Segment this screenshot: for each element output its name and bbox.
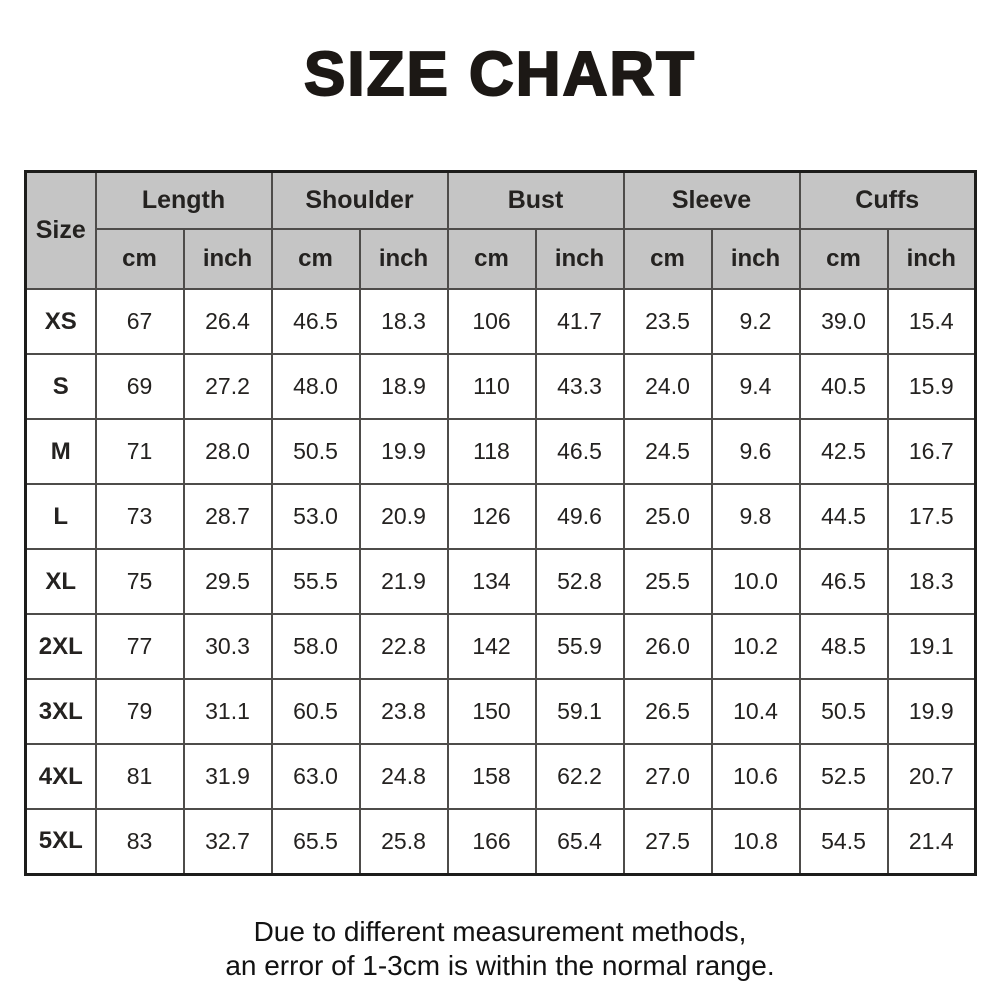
unit-header-inch: inch xyxy=(360,229,448,289)
measurement-cell: 27.0 xyxy=(624,744,712,809)
measurement-cell: 79 xyxy=(96,679,184,744)
group-header-shoulder: Shoulder xyxy=(272,172,448,230)
measurement-cell: 39.0 xyxy=(800,289,888,354)
unit-header-cm: cm xyxy=(624,229,712,289)
measurement-cell: 28.7 xyxy=(184,484,272,549)
measurement-cell: 25.5 xyxy=(624,549,712,614)
measurement-cell: 42.5 xyxy=(800,419,888,484)
measurement-cell: 27.2 xyxy=(184,354,272,419)
measurement-cell: 46.5 xyxy=(272,289,360,354)
unit-header-cm: cm xyxy=(272,229,360,289)
measurement-cell: 63.0 xyxy=(272,744,360,809)
size-label: L xyxy=(26,484,96,549)
measurement-cell: 69 xyxy=(96,354,184,419)
measurement-cell: 142 xyxy=(448,614,536,679)
measurement-cell: 20.9 xyxy=(360,484,448,549)
measurement-cell: 106 xyxy=(448,289,536,354)
measurement-cell: 62.2 xyxy=(536,744,624,809)
size-label: M xyxy=(26,419,96,484)
table-row xyxy=(26,744,976,809)
measurement-cell: 29.5 xyxy=(184,549,272,614)
measurement-cell: 55.9 xyxy=(536,614,624,679)
measurement-cell: 26.5 xyxy=(624,679,712,744)
size-chart-table xyxy=(24,170,977,876)
measurement-cell: 50.5 xyxy=(800,679,888,744)
measurement-cell: 81 xyxy=(96,744,184,809)
measurement-cell: 65.5 xyxy=(272,809,360,874)
measurement-cell: 55.5 xyxy=(272,549,360,614)
measurement-cell: 50.5 xyxy=(272,419,360,484)
measurement-cell: 24.5 xyxy=(624,419,712,484)
unit-header-cm: cm xyxy=(96,229,184,289)
measurement-cell: 52.8 xyxy=(536,549,624,614)
measurement-cell: 9.6 xyxy=(712,419,800,484)
measurement-cell: 150 xyxy=(448,679,536,744)
footer-line-1: Due to different measurement methods, xyxy=(253,916,747,947)
measurement-cell: 59.1 xyxy=(536,679,624,744)
table-row xyxy=(26,614,976,679)
size-label: 5XL xyxy=(26,809,96,874)
page-title: SIZE CHART xyxy=(304,40,696,109)
size-column-header: Size xyxy=(26,172,96,290)
measurement-cell: 28.0 xyxy=(184,419,272,484)
measurement-cell: 43.3 xyxy=(536,354,624,419)
table-row xyxy=(26,419,976,484)
measurement-cell: 19.9 xyxy=(360,419,448,484)
measurement-cell: 58.0 xyxy=(272,614,360,679)
measurement-cell: 9.2 xyxy=(712,289,800,354)
measurement-cell: 48.5 xyxy=(800,614,888,679)
measurement-cell: 21.9 xyxy=(360,549,448,614)
measurement-cell: 49.6 xyxy=(536,484,624,549)
measurement-cell: 19.9 xyxy=(888,679,976,744)
measurement-cell: 48.0 xyxy=(272,354,360,419)
measurement-cell: 134 xyxy=(448,549,536,614)
measurement-cell: 75 xyxy=(96,549,184,614)
size-label: 4XL xyxy=(26,744,96,809)
measurement-cell: 26.0 xyxy=(624,614,712,679)
measurement-cell: 10.4 xyxy=(712,679,800,744)
group-header-sleeve: Sleeve xyxy=(624,172,800,230)
measurement-cell: 31.1 xyxy=(184,679,272,744)
measurement-cell: 22.8 xyxy=(360,614,448,679)
size-label: S xyxy=(26,354,96,419)
measurement-cell: 20.7 xyxy=(888,744,976,809)
measurement-cell: 166 xyxy=(448,809,536,874)
size-label: 2XL xyxy=(26,614,96,679)
size-label: XS xyxy=(26,289,96,354)
measurement-cell: 54.5 xyxy=(800,809,888,874)
measurement-cell: 18.3 xyxy=(360,289,448,354)
measurement-cell: 65.4 xyxy=(536,809,624,874)
table-row xyxy=(26,809,976,874)
footer-line-2: an error of 1-3cm is within the normal range. xyxy=(225,950,775,981)
measurement-cell: 26.4 xyxy=(184,289,272,354)
measurement-cell: 71 xyxy=(96,419,184,484)
measurement-cell: 17.5 xyxy=(888,484,976,549)
measurement-cell: 52.5 xyxy=(800,744,888,809)
measurement-cell: 77 xyxy=(96,614,184,679)
group-header-bust: Bust xyxy=(448,172,624,230)
measurement-cell: 18.9 xyxy=(360,354,448,419)
measurement-cell: 21.4 xyxy=(888,809,976,874)
unit-header-inch: inch xyxy=(888,229,976,289)
measurement-cell: 16.7 xyxy=(888,419,976,484)
measurement-cell: 44.5 xyxy=(800,484,888,549)
measurement-cell: 40.5 xyxy=(800,354,888,419)
table-row xyxy=(26,354,976,419)
measurement-cell: 24.8 xyxy=(360,744,448,809)
measurement-cell: 126 xyxy=(448,484,536,549)
measurement-cell: 53.0 xyxy=(272,484,360,549)
measurement-cell: 24.0 xyxy=(624,354,712,419)
unit-header-inch: inch xyxy=(712,229,800,289)
measurement-cell: 60.5 xyxy=(272,679,360,744)
measurement-cell: 10.2 xyxy=(712,614,800,679)
footer-note xyxy=(0,915,1000,983)
table-row xyxy=(26,679,976,744)
measurement-cell: 10.8 xyxy=(712,809,800,874)
measurement-cell: 9.4 xyxy=(712,354,800,419)
measurement-cell: 67 xyxy=(96,289,184,354)
measurement-cell: 73 xyxy=(96,484,184,549)
size-label: 3XL xyxy=(26,679,96,744)
unit-header-inch: inch xyxy=(536,229,624,289)
measurement-cell: 15.9 xyxy=(888,354,976,419)
group-header-row xyxy=(26,172,976,230)
measurement-cell: 19.1 xyxy=(888,614,976,679)
measurement-cell: 10.0 xyxy=(712,549,800,614)
measurement-cell: 46.5 xyxy=(536,419,624,484)
measurement-cell: 25.0 xyxy=(624,484,712,549)
table-row xyxy=(26,549,976,614)
measurement-cell: 83 xyxy=(96,809,184,874)
measurement-cell: 32.7 xyxy=(184,809,272,874)
unit-header-cm: cm xyxy=(800,229,888,289)
measurement-cell: 118 xyxy=(448,419,536,484)
measurement-cell: 23.5 xyxy=(624,289,712,354)
measurement-cell: 10.6 xyxy=(712,744,800,809)
unit-header-inch: inch xyxy=(184,229,272,289)
measurement-cell: 46.5 xyxy=(800,549,888,614)
group-header-length: Length xyxy=(96,172,272,230)
measurement-cell: 9.8 xyxy=(712,484,800,549)
measurement-cell: 31.9 xyxy=(184,744,272,809)
measurement-cell: 27.5 xyxy=(624,809,712,874)
measurement-cell: 25.8 xyxy=(360,809,448,874)
table-row xyxy=(26,289,976,354)
unit-header-row xyxy=(26,229,976,289)
table-row xyxy=(26,484,976,549)
group-header-cuffs: Cuffs xyxy=(800,172,976,230)
measurement-cell: 158 xyxy=(448,744,536,809)
measurement-cell: 30.3 xyxy=(184,614,272,679)
measurement-cell: 15.4 xyxy=(888,289,976,354)
unit-header-cm: cm xyxy=(448,229,536,289)
measurement-cell: 23.8 xyxy=(360,679,448,744)
measurement-cell: 18.3 xyxy=(888,549,976,614)
size-label: XL xyxy=(26,549,96,614)
measurement-cell: 110 xyxy=(448,354,536,419)
measurement-cell: 41.7 xyxy=(536,289,624,354)
